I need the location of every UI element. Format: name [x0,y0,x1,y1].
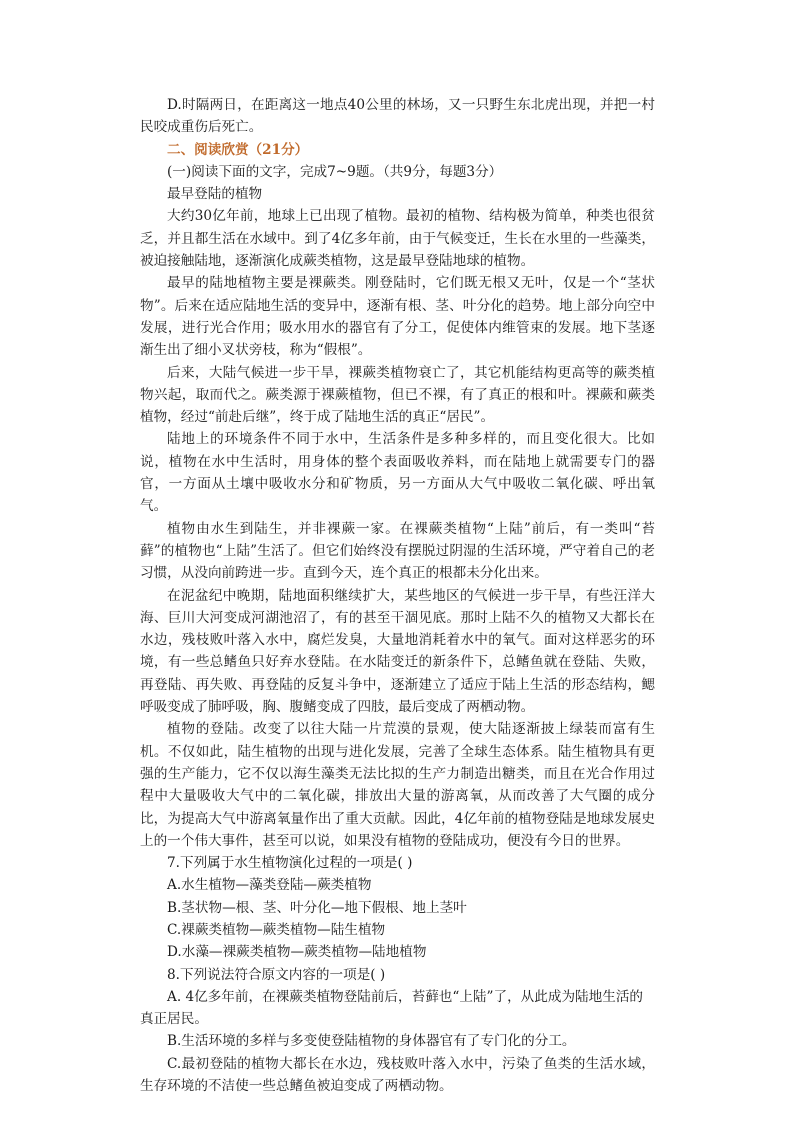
question-7-stem: 7.下列属于水生植物演化过程的一项是( ) [167,855,413,872]
question-7-option-a: A.水生植物—藻类登陆—蕨类植物 [167,877,372,894]
question-8-option-a: A. 4亿多年前，在裸蕨类植物登陆前后，苔藓也“上陆”了，从此成为陆地生活的 [167,988,644,1005]
question-8-stem: 8.下列说法符合原文内容的一项是( ) [167,966,386,983]
question-7-option-b: B.茎状物—根、茎、叶分化—地下假根、地上茎叶 [167,899,467,916]
instruction: (一)阅读下面的文字，完成7~9题。（共9分，每题3分） [167,163,503,180]
paragraph: 最早的陆地植物主要是裸蕨类。刚登陆时，它们既无根又无叶，仅是一个“茎状物”。后来在适应陆地生活的变异中，逐渐有根、茎、叶分化的趋势。地上部分向空中发展，进行光合作用；吸水用水的器官有了分工，促使体内维管束的发展。地下茎逐渐生出了细小叉状旁枝，称为“假根”。 [140,275,655,359]
paragraph: 植物的登陆。改变了以往大陆一片荒漠的景观，使大陆逐渐披上绿装而富有生机。不仅如此，陆生植物的出现与进化发展，完善了全球生态体系。陆生植物具有更强的生产能力，它不仅以海生藻类无法比拟的生产力制造出糖类，而且在光合作用过程中大量吸收大气中的二氧化碳，排放出大量的游离氧，从而改善了大气圈的成分比，为提高大气中游离氧量作出了重大贡献。因此，4亿年前的植物登陆是地球发展史上的一个伟大事件，甚至可以说，如果没有植物的登陆成功，便没有今日的世界。 [140,721,655,849]
paragraph: 陆地上的环境条件不同于水中，生活条件是多种多样的，而且变化很大。比如说，植物在水中生活时，用身体的整个表面吸收养料，而在陆地上就需要专门的器官，一方面从土壤中吸收水分和矿物质，另一方面从大气中吸收二氧化碳、呼出氧气。 [140,431,655,515]
question-7-option-c: C.裸蕨类植物—蕨类植物—陆生植物 [167,921,386,938]
article-title: 最早登陆的植物 [167,186,263,203]
question-8-option-c: C.最初登陆的植物大都长在水边，残枝败叶落入水中，污染了鱼类的生活水域，生存环境的不洁使一些总鳍鱼被迫变成了两栖动物。 [140,1055,655,1095]
question-7-option-d: D.水藻—裸蕨类植物—蕨类植物—陆地植物 [167,944,427,961]
intro-option-d: D.时隔两日，在距离这一地点40公里的林场，又一只野生东北虎出现，并把一村民咬成重伤后死亡。 [140,97,655,136]
paragraph: 在泥盆纪中晚期，陆地面积继续扩大，某些地区的气候进一步干旱，有些汪洋大海、巨川大河变成河湖池沼了，有的甚至干涸见底。那时上陆不久的植物又大都长在水边，残枝败叶落入水中，腐烂发臭，大量地消耗着水中的氧气。面对这样恶劣的环境，有一些总鳍鱼只好弃水登陆。在水陆变迁的新条件下，总鳍鱼就在登陆、失败，再登陆、再失败、再登陆的反复斗争中，逐渐建立了适应于陆上生活的形态结构，鳃呼吸变成了肺呼吸，胸、腹鳍变成了四肢，最后变成了两栖动物。 [140,587,655,716]
question-8-option-b: B.生活环境的多样与多变使登陆植物的身体器官有了专门化的分工。 [167,1033,576,1050]
document-body [140,94,655,1097]
paragraph: 大约30亿年前，地球上已出现了植物。最初的植物、结构极为简单，种类也很贫乏，并且都生活在水域中。到了4亿多年前，由于气候变迁，生长在水里的一些藻类，被迫接触陆地，逐渐演化成蕨类植物，这是最早登陆地球的植物。 [140,208,655,270]
paragraph: 植物由水生到陆生，并非裸蕨一家。在裸蕨类植物“上陆”前后，有一类叫“苔藓”的植物也“上陆”生活了。但它们始终没有摆脱过阴湿的生活环境，严守着自己的老习惯，从没向前跨进一步。直到今天，连个真正的根都未分化出来。 [140,520,655,582]
question-8-option-a-continued: 真正居民。 [140,1011,208,1028]
section-heading: 二、阅读欣赏（21分） [167,141,309,158]
paragraph: 后来，大陆气候进一步干旱，裸蕨类植物衰亡了，其它机能结构更高等的蕨类植物兴起，取而代之。蕨类源于裸蕨植物，但已不裸，有了真正的根和叶。裸蕨和蕨类植物，经过“前赴后继”，终于成了陆地生活的真正“居民”。 [140,364,655,426]
